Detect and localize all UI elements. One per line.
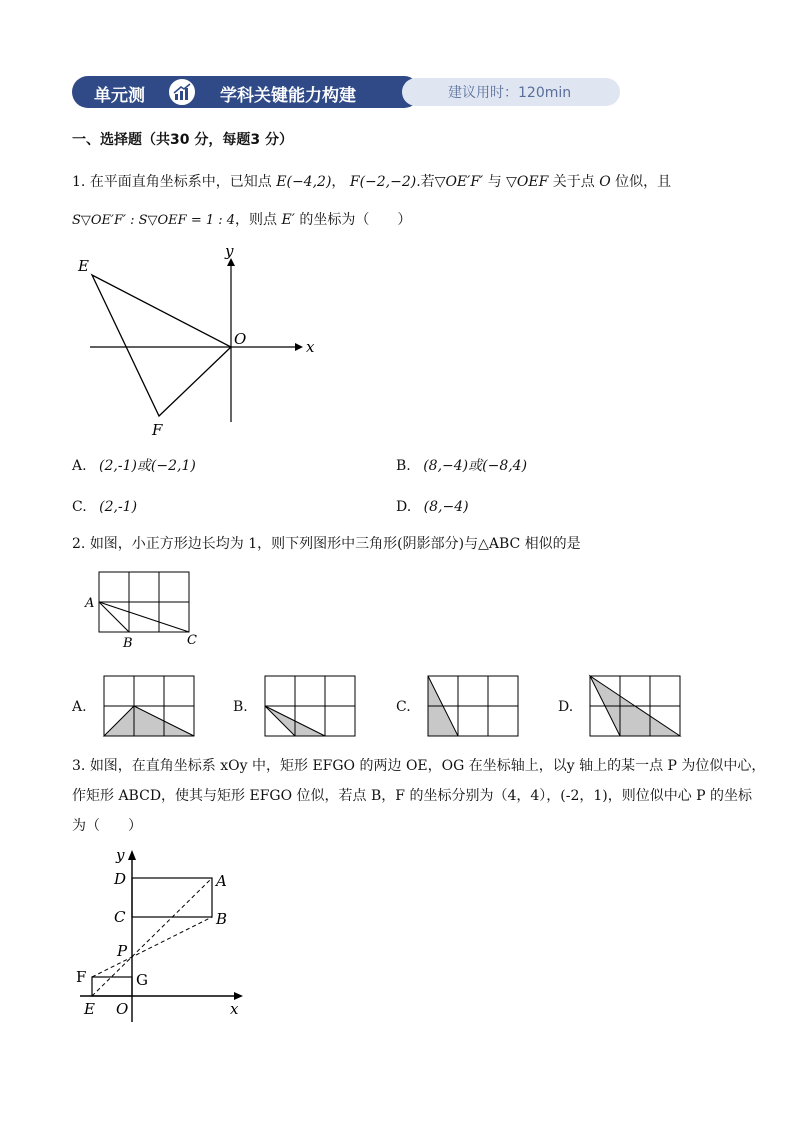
q3-label-a: A bbox=[216, 872, 227, 890]
q2-label-a: A bbox=[85, 596, 95, 611]
q2-number: 2. bbox=[72, 536, 86, 552]
q2-option-b-figure[interactable] bbox=[263, 674, 357, 738]
q3-label-d: D bbox=[114, 870, 127, 888]
q2-option-b-label[interactable]: B. bbox=[233, 699, 248, 715]
q1-option-c[interactable] bbox=[72, 497, 137, 517]
q1-option-b[interactable] bbox=[396, 456, 527, 476]
q1-point-f: F(−2,−2) bbox=[349, 174, 417, 190]
q1-text-b: .若 bbox=[416, 174, 435, 190]
option-value: (2,-1) bbox=[99, 499, 138, 515]
q3-label-e: E bbox=[84, 1000, 95, 1018]
q3-dashed-ea bbox=[92, 878, 212, 996]
q3-x-arrow bbox=[234, 992, 243, 1000]
q3-number: 3. bbox=[72, 758, 86, 774]
q3-label-x: x bbox=[230, 1000, 239, 1018]
q3-line3: 为（ ） bbox=[72, 818, 142, 834]
q1-line2 bbox=[72, 210, 411, 231]
q2-text: 如图，小正方形边长均为 1，则下列图形中三角形(阴影部分)与△ABC 相似的是 bbox=[89, 536, 581, 552]
unit-label: 单元测 bbox=[94, 86, 145, 106]
q1-label-o: O bbox=[234, 330, 247, 348]
q1-triangle-oef bbox=[92, 275, 231, 416]
q1-text-g: 的坐标为（ ） bbox=[299, 212, 412, 228]
q3-figure bbox=[70, 842, 260, 1024]
shaded-triangle bbox=[104, 706, 194, 736]
q1-comma: ， bbox=[331, 174, 346, 190]
q3-label-p: P bbox=[117, 942, 128, 960]
q3-label-o: O bbox=[116, 1000, 129, 1018]
option-value: (8,−4)或(−8,4) bbox=[423, 458, 528, 474]
q2-option-d-label[interactable]: D. bbox=[558, 699, 574, 715]
q1-label-f: F bbox=[152, 421, 163, 439]
q2-label-b: B bbox=[123, 636, 133, 651]
q1-point-e-prime: E′ bbox=[281, 212, 295, 228]
q3-text-1: 如图，在直角坐标系 xOy 中，矩形 EFGO 的两边 OE，OG 在坐标轴上，以y 轴上的某一点 P 为位似中心， bbox=[89, 758, 766, 774]
q2-option-c-label[interactable]: C. bbox=[396, 699, 411, 715]
q1-number: 1. bbox=[72, 174, 86, 190]
section-heading: 一、选择题（共30 分，每题3 分） bbox=[72, 132, 293, 148]
q1-text-c: 与 bbox=[487, 174, 502, 190]
q1-label-y: y bbox=[225, 242, 234, 260]
q3-label-g: G bbox=[136, 971, 148, 989]
q1-point-o: O bbox=[599, 174, 611, 190]
q1-label-x: x bbox=[306, 338, 315, 356]
q1-figure bbox=[70, 240, 320, 440]
chart-icon bbox=[167, 77, 197, 107]
q3-line1 bbox=[72, 756, 765, 776]
q3-rect-abcd bbox=[132, 878, 212, 917]
option-label: B. bbox=[396, 458, 411, 474]
q3-label-b: B bbox=[216, 910, 228, 928]
q1-option-a[interactable] bbox=[72, 456, 196, 476]
q1-text-e: 位似，且 bbox=[615, 174, 672, 190]
option-label: A. bbox=[72, 458, 87, 474]
q2-option-a-figure[interactable] bbox=[102, 674, 196, 738]
q3-label-c: C bbox=[114, 908, 126, 926]
q1-tri2: ▽OEF bbox=[506, 174, 549, 190]
q3-line2: 作矩形 ABCD，使其与矩形 EFGO 位似，若点 B，F 的坐标分别为（4，4），(-2，1)，则位似中心 P 的坐标 bbox=[72, 788, 753, 804]
q1-text-f: ，则点 bbox=[235, 212, 278, 228]
q2-option-a-label[interactable]: A. bbox=[72, 699, 87, 715]
q3-label-f: F bbox=[76, 968, 87, 986]
suggested-time: 建议用时：120min bbox=[448, 85, 572, 101]
option-label: C. bbox=[72, 499, 87, 515]
q2-option-c-figure[interactable] bbox=[426, 674, 520, 738]
q1-x-arrow bbox=[295, 343, 303, 351]
q1-point-e: E(−4,2) bbox=[276, 174, 332, 190]
q1-text-a: 在平面直角坐标系中，已知点 bbox=[89, 174, 272, 190]
q3-rect-efgo bbox=[92, 977, 132, 996]
header-banner bbox=[72, 76, 620, 108]
q1-text-d: 关于点 bbox=[552, 174, 595, 190]
option-value: (8,−4) bbox=[423, 499, 469, 515]
q2-option-d-figure[interactable] bbox=[588, 674, 682, 738]
q1-tri1: ▽OE′F′ bbox=[434, 174, 484, 190]
q2-line bbox=[72, 534, 581, 554]
q1-option-d[interactable] bbox=[396, 497, 469, 517]
q2-label-c: C bbox=[187, 633, 197, 648]
option-label: D. bbox=[396, 499, 412, 515]
option-value: (2,-1)或(−2,1) bbox=[99, 458, 196, 474]
q1-ratio: S▽OE′F′ : S▽OEF = 1 : 4 bbox=[72, 213, 236, 228]
q1-label-e: E bbox=[78, 257, 89, 275]
q3-y-arrow bbox=[128, 850, 136, 860]
q1-line1 bbox=[72, 172, 671, 192]
q3-label-y: y bbox=[116, 846, 125, 864]
banner-title: 学科关键能力构建 bbox=[220, 86, 356, 106]
q3-dashed-fb bbox=[92, 917, 212, 977]
q2-figure bbox=[82, 565, 212, 655]
